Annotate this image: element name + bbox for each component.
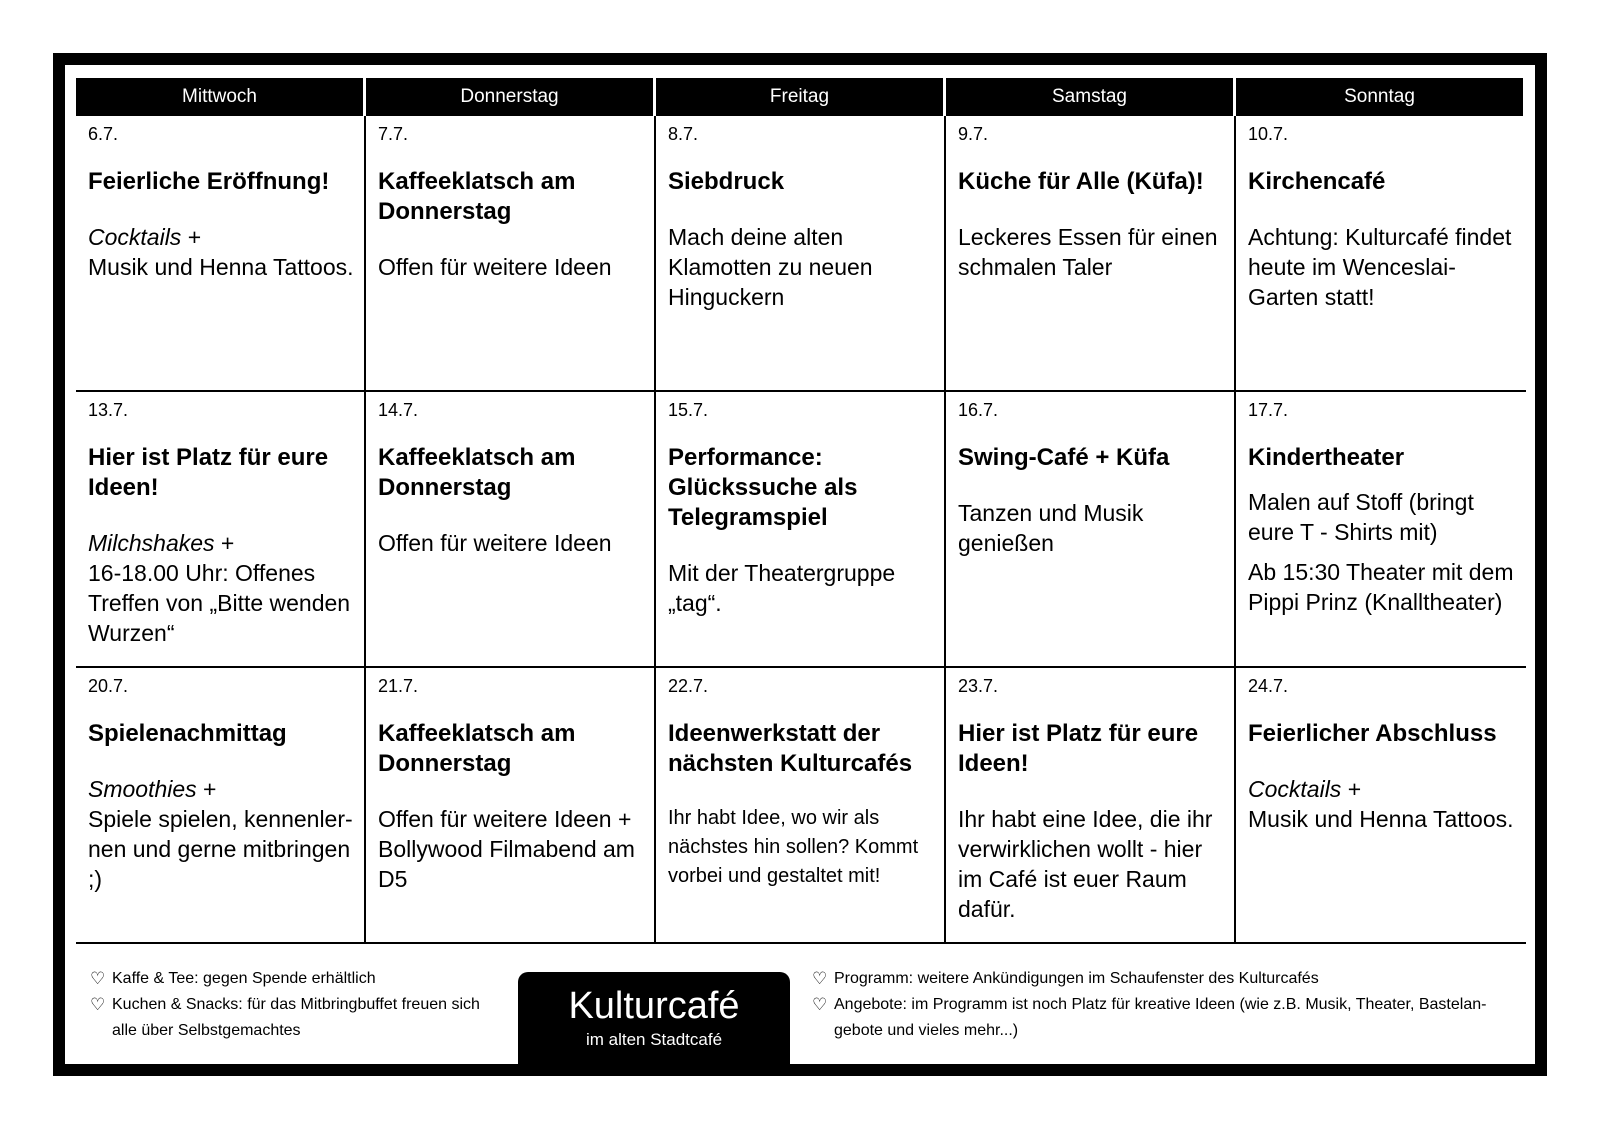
event-drink: Smoothies — [88, 776, 197, 802]
plus-sign: + — [214, 530, 235, 556]
logo-subtitle: im alten Stadtcafé — [585, 1030, 723, 1049]
event-description: Offen für weitere Ideen — [378, 254, 612, 280]
footer-note — [812, 966, 1512, 992]
footer-note-text: Kuchen & Snacks: für das Mitbringbuffet freuen sich alle über Selbstgemachtes — [112, 996, 480, 1039]
event-text: Musik und Henna Tattoos. — [88, 254, 354, 280]
day-header-freitag: Freitag — [656, 78, 946, 116]
event-date: 6.7. — [88, 124, 119, 144]
event-description: Achtung: Kulturcafé findet heute im Wenceslai-Garten statt! — [1248, 224, 1512, 310]
event-date: 13.7. — [88, 400, 129, 420]
event-cell — [946, 392, 1236, 668]
event-cell — [366, 392, 656, 668]
event-description: Ihr habt eine Idee, die ihr verwirklichen wollt - hier im Café ist euer Raum dafür. — [958, 806, 1213, 922]
event-title: Kaffeeklatsch am Donnerstag — [378, 168, 576, 225]
event-title: Hier ist Platz für eure Ideen! — [88, 444, 329, 501]
event-description — [88, 222, 354, 282]
event-description: Offen für weitere Ideen + Bollywood Filmabend am D5 — [378, 806, 635, 892]
event-date: 22.7. — [668, 676, 709, 696]
event-date: 17.7. — [1248, 400, 1289, 420]
event-title: Hier ist Platz für eure Ideen! — [958, 720, 1199, 777]
heart-icon: ♡ — [812, 969, 828, 988]
plus-sign: + — [1341, 776, 1362, 802]
event-description-extra: Ab 15:30 Theater mit dem Pippi Prinz (Knalltheater) — [1248, 559, 1514, 615]
event-title: Ideenwerkstatt der nächsten Kulturcafés — [668, 720, 913, 777]
event-description: Mit der Theatergruppe „tag“. — [668, 560, 896, 616]
event-cell — [946, 116, 1236, 392]
event-description — [1248, 774, 1516, 834]
event-drink: Cocktails — [1248, 776, 1342, 802]
day-header-samstag: Samstag — [946, 78, 1236, 116]
event-title: Küche für Alle (Küfa)! — [958, 168, 1204, 195]
event-title: Performance: Glückssuche als Telegramspiel — [668, 444, 858, 531]
event-date: 14.7. — [378, 400, 419, 420]
event-date: 16.7. — [958, 400, 999, 420]
day-header-sonntag: Sonntag — [1236, 78, 1526, 116]
event-description — [88, 528, 354, 648]
day-header-donnerstag: Donnerstag — [366, 78, 656, 116]
footer-notes-left — [90, 966, 490, 1044]
event-cell — [1236, 116, 1526, 392]
footer-note — [812, 992, 1512, 1044]
plus-sign: + — [196, 776, 217, 802]
plus-sign: + — [181, 224, 202, 250]
day-header-mittwoch: Mittwoch — [76, 78, 366, 116]
event-cell — [76, 116, 366, 392]
event-cell — [656, 392, 946, 668]
event-date: 20.7. — [88, 676, 129, 696]
event-title: Siebdruck — [668, 168, 785, 195]
event-description — [88, 774, 354, 894]
event-title: Kirchencafé — [1248, 168, 1386, 195]
logo-title: Kulturcafé — [568, 985, 740, 1027]
heart-icon: ♡ — [812, 995, 828, 1014]
event-cell — [946, 668, 1236, 944]
event-date: 23.7. — [958, 676, 999, 696]
event-description: Leckeres Essen für einen schmalen Taler — [958, 224, 1218, 280]
event-date: 7.7. — [378, 124, 409, 144]
event-title: Feierlicher Abschluss — [1248, 720, 1497, 747]
event-cell — [366, 116, 656, 392]
event-description: Offen für weitere Ideen — [378, 530, 612, 556]
footer-note — [90, 966, 490, 992]
event-cell — [76, 392, 366, 668]
event-title: Feierliche Eröffnung! — [88, 168, 330, 195]
event-date: 21.7. — [378, 676, 419, 696]
event-cell — [656, 116, 946, 392]
footer-note-text: Programm: weitere Ankündigungen im Schaufenster des Kulturcafés — [834, 970, 1319, 987]
event-cell — [656, 668, 946, 944]
event-description: Tanzen und Musik genießen — [958, 500, 1144, 556]
event-title: Spielenachmittag — [88, 720, 287, 747]
event-date: 24.7. — [1248, 676, 1289, 696]
event-text: 16-18.00 Uhr: Offenes Treffen von „Bitte wenden Wurzen“ — [88, 560, 351, 646]
event-text: Spiele spielen, kennenler-nen und gerne mitbringen ;) — [88, 806, 353, 892]
event-title: Kaffeeklatsch am Donnerstag — [378, 720, 576, 777]
footer-note-text: Angebote: im Programm ist noch Platz für kreative Ideen (wie z.B. Musik, Theater, Bastelan-gebote und vieles mehr...) — [834, 996, 1487, 1039]
event-description: Malen auf Stoff (bringt eure T - Shirts mit) — [1248, 489, 1474, 545]
event-date: 15.7. — [668, 400, 709, 420]
event-description: Ihr habt Idee, wo wir als nächstes hin sollen? Kommt vorbei und gestaltet mit! — [668, 807, 919, 887]
footer-notes-right — [812, 966, 1512, 1044]
event-date: 8.7. — [668, 124, 699, 144]
event-title: Kaffeeklatsch am Donnerstag — [378, 444, 576, 501]
footer-note-text: Kaffe & Tee: gegen Spende erhältlich — [112, 970, 376, 987]
kulturcafe-logo — [518, 972, 790, 1076]
event-cell — [76, 668, 366, 944]
event-title: Kindertheater — [1248, 444, 1405, 471]
event-title: Swing-Café + Küfa — [958, 444, 1170, 471]
event-drink: Cocktails — [88, 224, 182, 250]
program-table — [76, 78, 1526, 944]
heart-icon: ♡ — [90, 995, 106, 1014]
event-description: Mach deine alten Klamotten zu neuen Hinguckern — [668, 224, 873, 310]
event-cell — [1236, 668, 1526, 944]
event-drink: Milchshakes — [88, 530, 215, 556]
event-cell — [366, 668, 656, 944]
event-text: Musik und Henna Tattoos. — [1248, 806, 1514, 832]
event-cell — [1236, 392, 1526, 668]
heart-icon: ♡ — [90, 969, 106, 988]
event-date: 9.7. — [958, 124, 989, 144]
event-date: 10.7. — [1248, 124, 1289, 144]
footer-note — [90, 992, 490, 1044]
